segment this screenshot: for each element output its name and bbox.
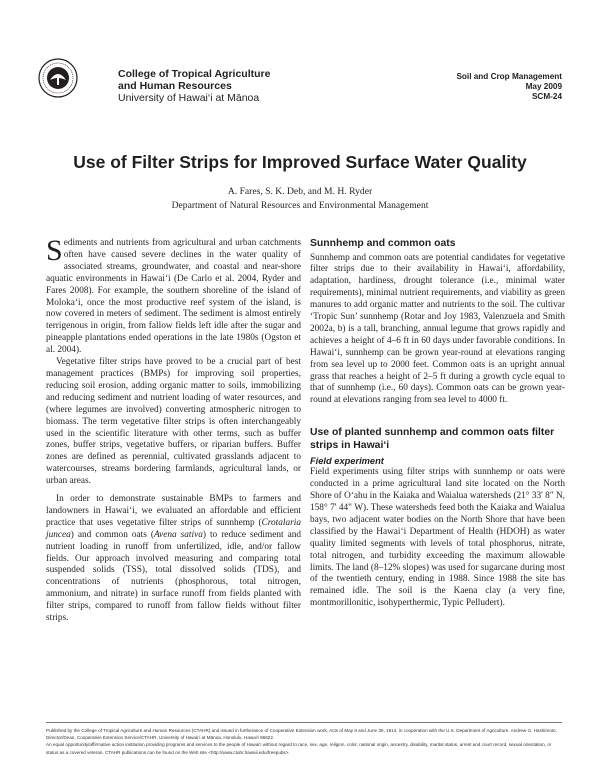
section-heading: Sunnhemp and common oats [310, 238, 456, 249]
drop-cap: S [46, 234, 63, 267]
body-paragraph: Field experiments using filter strips with sunnhemp or oats were conducted in a prime agricultural land site located on the North Shore of O‘ahu in the Kaiaka and Waialua watersheds (21° 33' 8" N, 158° 7' 44" W). These watersheds feed both the Kaiaka and Waialua bays, two adjacent water bodies on the North Shore that have been classified by the Hawai‘i Department of Health (HDOH) as water quality limited segments with levels of total phosphorus, nitrate, total nitrogen, and turbidity exceeding the maximum allowable limits. The land (8–12% slopes) was used for sugarcane during most of the twentieth century, ending in 1988. Since 1988 the site has remained idle. The soil is the Kaena clay (a very fine, montmorillonitic, isohyperthermic, Typic Pelludert). [310, 467, 565, 609]
university-seal-icon [38, 58, 78, 98]
masthead [38, 58, 562, 106]
publication-info [456, 72, 562, 101]
body-paragraph: Sunnhemp and common oats are potential candidates for vegetative filter strips due to their availability in Hawai‘i, affordability, adaptation, hardiness, drought tolerance (i.e., minimal water requirements), minimal nutrient requirements, and viability as green manures to add organic matter and nutrients to the soil. The cultivar ‘Tropic Sun’ sunnhemp (Rotar and Joy 1983, Valenzuela and Smith 2002a, b) is a tall, branching, annual legume that grows rapidly and achieves a height of 4–6 ft in 60 days under favorable conditions. In Hawai‘i, sunnhemp can be grown year-round at elevations ranging from sea level up to 2000 feet. Common oats is an upright annual grass that reaches a height of 2–5 ft during a growth cycle equal to that of sunnhemp (i.e., 60 days). Common oats can be grown year-round at elevations ranging from sea level to 4000 ft. [310, 252, 565, 406]
college-name [118, 68, 270, 104]
college-name-line2: and Human Resources [118, 80, 232, 92]
footer-publisher-note: Published by the College of Tropical Agriculture and Human Resources (CTAHR) and issued in furtherance of Cooperative Extension work, Acts of May 8 and June 30, 1914, in cooperation with the U.S. Department of Agriculture. Andrew G. Hashimoto, Director/Dean, Cooperative Extension Service/CTAHR, University of Hawai‘i at Mānoa, Honolulu, Hawai‘i 96822. [46, 728, 557, 741]
right-column [310, 238, 565, 610]
university-name: University of Hawai‘i at Mānoa [118, 92, 260, 104]
section-heading: Use of planted sunnhemp and common oats filter strips in Hawai‘i [310, 427, 555, 451]
page-title: Use of Filter Strips for Improved Surface Water Quality [73, 152, 527, 172]
footer-equal-opportunity-note: An equal opportunity/affirmative action institution providing programs and services to the people of Hawai‘i without regard to race, sex, age, religion, color, national origin, ancestry, disability, marital status, arrest and court record, sexual orientation, or status as a covered veteran. CTAHR publications can be found on the Web site <http://www.ctahr.hawaii.edu/freepubs>. [46, 742, 552, 755]
series-name: Soil and Crop Management [456, 72, 562, 81]
publication-number: SCM-24 [531, 91, 562, 101]
publication-date: May 2009 [525, 81, 562, 91]
subsection-heading: Field experiment [310, 456, 384, 467]
department: Department of Natural Resources and Environmental Management [171, 200, 429, 211]
intro-text: ediments and nutrients from agricultural and urban catchments often have caused severe declines in the water quality of associated streams, groundwater, and coastal and near-shore aquatic environments in Hawai‘i (De Carlo et al. 2004, Ryder and Fares 2008). For example, the southern shoreline of the island of Moloka‘i, once the most productive reef system of the island, is now covered in meters of sediment. The sediment is almost entirely terrigenous in origin, from fallow fields left idle after the sugar and pineapple plantations ended operations in the late 1980s (Ogston et al. 2004). [46, 238, 301, 356]
intro-paragraph [46, 234, 301, 357]
species-name: Avena sativa [153, 529, 203, 540]
left-column [46, 234, 301, 625]
footer-divider [46, 722, 562, 723]
body-paragraph: In order to demonstrate sustainable BMPs to farmers and landowners in Hawai‘i, we evaluated an affordable and efficient practice that uses vegetative filter strips of sunnhemp (Crotalaria juncea) and common oats (Avena sativa) to reduce sediment and nutrient loading in runoff from unfertilized, idle, and/or fallow fields. Our approach involved measuring and comparing total suspended solids (TSS), total dissolved solids (TDS), and concentrations of nutrients (phosphorous, total nitrogen, ammonium, and nitrate) in surface runoff from fields planted with filter strips, compared to runoff from fallow fields without filter strips. [46, 494, 301, 624]
footer [46, 727, 562, 756]
body-paragraph: Vegetative filter strips have proved to be a crucial part of best management practices (BMPs) for improving soil properties, reducing soil erosion, adding organic matter to soils, immobilizing and reducing sediment and nutrient loading of water resources, and (where legumes are involved) converting atmospheric nitrogen to biomass. The term vegetative filter strips is often interchangeably used in the scientific literature with other terms, such as buffer zones, buffer strips, vegetative buffers, or riparian buffers. Buffer zones are defined as perennial, cultivated grasslands adjacent to watercourses, streams bordering farmlands, agricultural lands, or urban areas. [46, 357, 301, 487]
college-name-line1: College of Tropical Agriculture [118, 68, 271, 80]
species-name: Crotalaria juncea [46, 517, 301, 540]
authors: A. Fares, S. K. Deb, and M. H. Ryder [227, 186, 373, 197]
